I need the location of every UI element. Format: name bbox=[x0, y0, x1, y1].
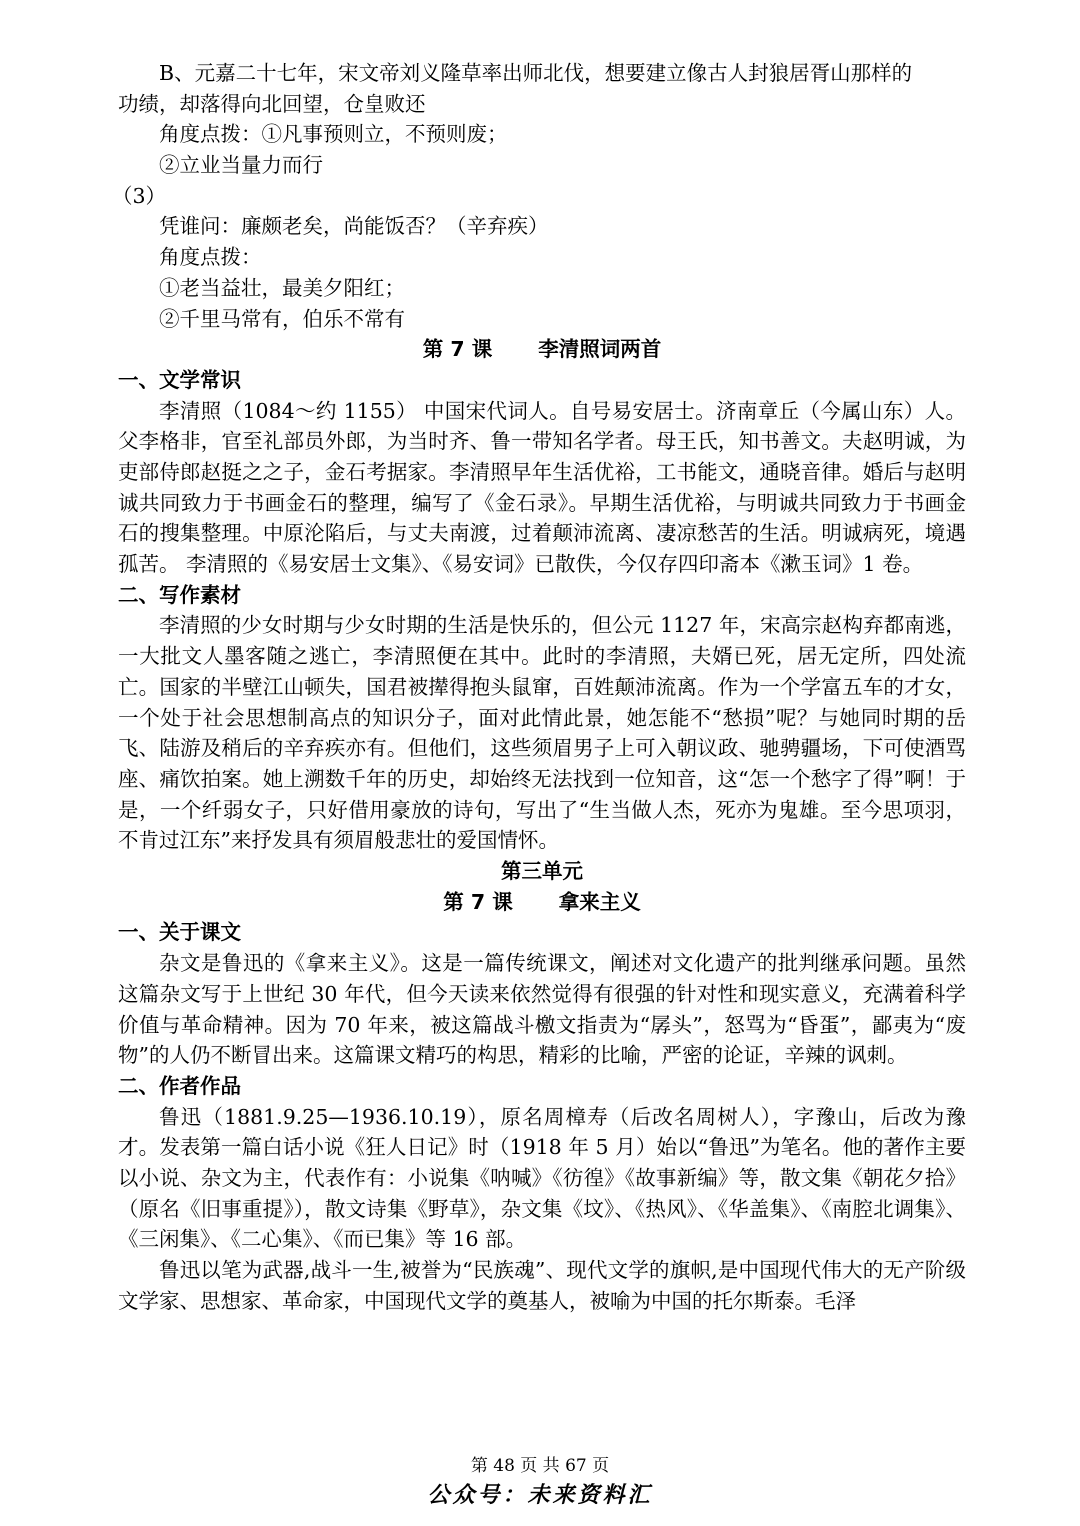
text-line: B、元嘉二十七年，宋文帝刘义隆草率出师北伐，想要建立像古人封狼居胥山那样的 bbox=[159, 61, 913, 85]
quote-line: 凭谁问：廉颇老矣，尚能饭否？（辛弃疾） bbox=[159, 214, 549, 239]
lesson-title bbox=[118, 887, 966, 918]
text-line: 角度点拨： bbox=[159, 245, 262, 270]
paragraph: 李清照（1084～约 1155） 中国宋代词人。自号易安居士。济南章丘（今属山东）人。父李格非，官至礼部员外郎，为当时齐、鲁一带知名学者。母王氏，知书善文。夫赵明诚，为吏部侍郎赵挺之之子，金石考据家。李清照早年生活优裕，工书能文，通晓音律。婚后与赵明诚共同致力于书画金石的整理，编写了《金石录》。早期生活优裕，与明诚共同致力于书画金石的搜集整理。中原沦陷后，与丈夫南渡，过着颠沛流离、凄凉愁苦的生活。明诚病死，境遇孤苦。 李清照的《易安居士文集》、《易安词》已散佚，今仅存四印斋本《漱玉词》1 卷。 bbox=[118, 398, 966, 577]
section-heading: 一、文学常识 bbox=[118, 367, 241, 392]
text-line: ②立业当量力而行 bbox=[159, 153, 323, 178]
lesson-name: 李清照词两首 bbox=[538, 337, 662, 362]
lesson-number: 第 7 课 bbox=[443, 889, 513, 914]
paragraph: 李清照的少女时期与少女时期的生活是快乐的，但公元 1127 年，宋高宗赵构弃都南逃，一大批文人墨客随之逃亡，李清照便在其中。此时的李清照，夫婿已死，居无定所，四处流亡。国家的半壁江山顿失，国君被撵得抱头鼠窜，百姓颠沛流离。作为一个学富五车的才女，一个处于社会思想制高点的知识分子，面对此情此景，她怎能不“愁损”呢？与她同时期的岳飞、陆游及稍后的辛弃疾亦有。但他们，这些须眉男子上可入朝议政、驰骋疆场，下可使酒骂座、痛饮拍案。她上溯数千年的历史，却始终无法找到一位知音，这“怎一个愁字了得”啊！于是，一个纤弱女子，只好借用豪放的诗句，写出了“生当做人杰，死亦为鬼雄。至今思项羽，不肯过江东”来抒发具有须眉般悲壮的爱国情怀。 bbox=[118, 613, 966, 853]
lesson-number: 第 7 课 bbox=[422, 337, 493, 362]
text-line: ②千里马常有，伯乐不常有 bbox=[159, 306, 405, 331]
document-body bbox=[112, 58, 966, 1317]
paragraph: 鲁迅（1881.9.25—1936.10.19），原名周樟寿（后改名周树人），字豫山，后改为豫才。发表第一篇白话小说《狂人日记》时（1918 年 5 月）始以“鲁迅”为笔名。他的著作主要以小说、杂文为主，代表作有：小说集《呐喊》《彷徨》《故事新编》等，散文集《朝花夕拾》（原名《旧事重提》），散文诗集《野草》，杂文集《坟》、《热风》、《华盖集》、《南腔北调集》、《三闲集》、《二心集》、《而已集》等 16 部。 bbox=[118, 1104, 966, 1252]
text-line: ①老当益壮，最美夕阳红； bbox=[159, 275, 405, 300]
section-heading: 一、关于课文 bbox=[118, 920, 241, 945]
lesson-name: 拿来主义 bbox=[558, 889, 641, 914]
paragraph: 鲁迅以笔为武器,战斗一生,被誉为“民族魂”、现代文学的旗帜,是中国现代伟大的无产阶级文学家、思想家、革命家，中国现代文学的奠基人，被喻为中国的托尔斯泰。毛泽 bbox=[118, 1258, 966, 1313]
lesson-title bbox=[118, 334, 966, 365]
text-line: 功绩，却落得向北回望，仓皇败还 bbox=[118, 91, 426, 116]
section-heading: 二、写作素材 bbox=[118, 582, 241, 607]
page-number: 第 48 页 共 67 页 bbox=[470, 1456, 610, 1476]
brand-watermark: 公众号：未来资料汇 bbox=[427, 1482, 653, 1508]
paragraph: 杂文是鲁迅的《拿来主义》。这是一篇传统课文，阐述对文化遗产的批判继承问题。虽然这篇杂文写于上世纪 30 年代，但今天读来依然觉得有很强的针对性和现实意义，充满着科学价值与革命精神。因为 70 年来，被这篇战斗檄文指责为“孱头”，怒骂为“昏蛋”，鄙夷为“废物”的人仍不断冒出来。这篇课文精巧的构思，精彩的比喻，严密的论证，辛辣的讽刺。 bbox=[118, 951, 966, 1068]
unit-title: 第三单元 bbox=[501, 859, 583, 884]
text-line: 角度点拨：①凡事预则立，不预则废； bbox=[159, 122, 508, 147]
item-number: （3） bbox=[112, 183, 167, 208]
section-heading: 二、作者作品 bbox=[118, 1073, 241, 1098]
